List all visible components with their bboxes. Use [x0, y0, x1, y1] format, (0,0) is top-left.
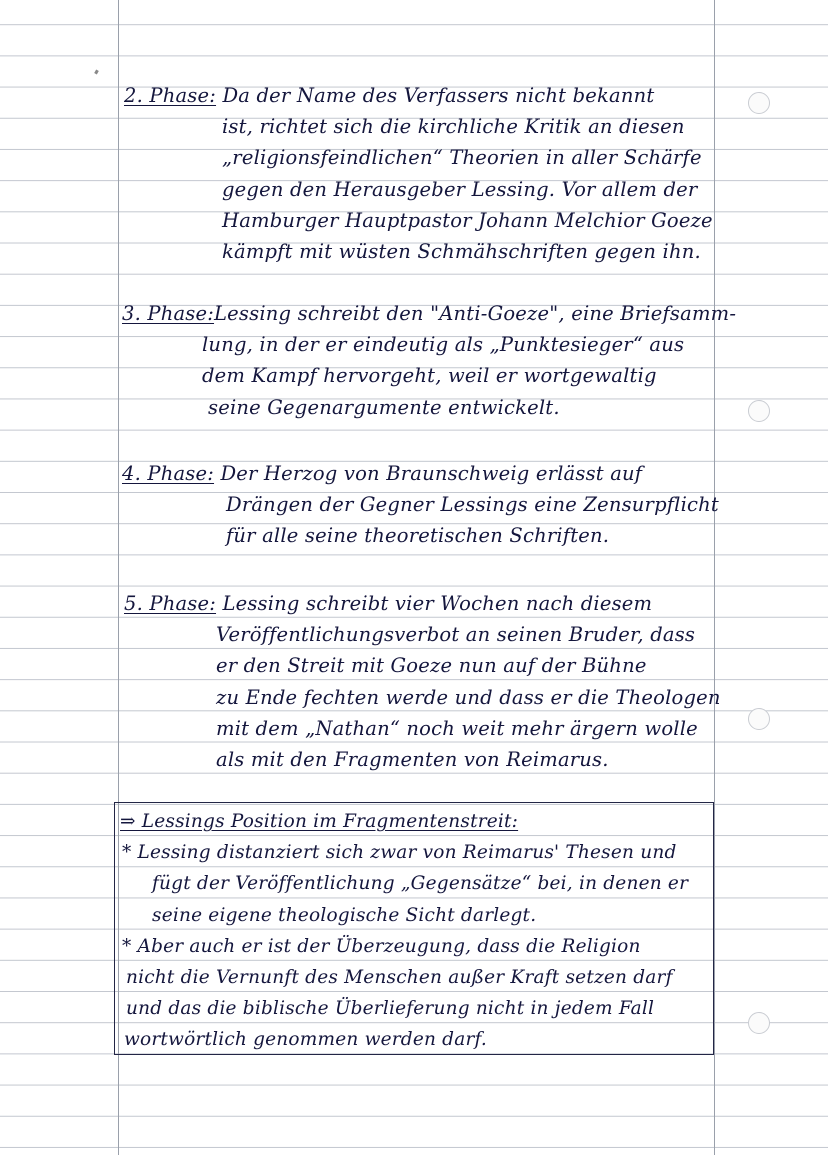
text-line: nicht die Vernunft des Menschen außer Kraft setzen darf: [126, 966, 673, 988]
text-line: für alle seine theoretischen Schriften.: [226, 524, 610, 548]
text-line: Lessing schreibt den "Anti-Goeze", eine Briefsamm-: [214, 302, 737, 325]
text-line: gegen den Herausgeber Lessing. Vor allem der: [222, 177, 698, 201]
phase-label: 4. Phase:: [122, 462, 215, 485]
text-line: fügt der Veröffentlichung „Gegensätze“ bei, in denen er: [152, 873, 689, 895]
text-line: er den Streit mit Goeze nun auf der Bühne: [216, 654, 647, 678]
phase-label: 2. Phase:: [124, 84, 217, 107]
text-line: Lessing schreibt vier Wochen nach diesem: [222, 592, 653, 615]
phase-label: 5. Phase:: [124, 592, 217, 615]
punch-hole: [748, 708, 770, 730]
text-line: dem Kampf hervorgeht, weil er wortgewaltig: [202, 364, 657, 388]
text-line: mit dem „Nathan“ noch weit mehr ärgern wolle: [216, 716, 698, 740]
text-line: zu Ende fechten werde und dass er die Theologen: [216, 685, 721, 709]
text-line: Da der Name des Verfassers nicht bekannt: [222, 84, 655, 107]
text-line: lung, in der er eindeutig als „Punktesieger“ aus: [202, 333, 685, 357]
text-line: ist, richtet sich die kirchliche Kritik an diesen: [222, 115, 685, 139]
text-line: seine Gegenargumente entwickelt.: [208, 395, 560, 419]
pen-mark: [94, 70, 99, 75]
text-line: und das die biblische Überlieferung nicht in jedem Fall: [126, 998, 655, 1020]
summary-section: [120, 806, 688, 1056]
text-line: kämpft mit wüsten Schmähschriften gegen ihn.: [222, 239, 701, 263]
phase-label: 3. Phase:: [122, 302, 215, 325]
text-line: seine eigene theologische Sicht darlegt.: [152, 904, 537, 926]
phase-5-section: [124, 588, 721, 775]
phase-2-section: [124, 80, 713, 267]
phase-3-section: [122, 298, 736, 423]
summary-title: ⇒ Lessings Position im Fragmentenstreit:: [120, 811, 519, 832]
text-line: * Aber auch er ist der Überzeugung, dass die Religion: [122, 935, 641, 957]
text-line: wortwörtlich genommen werden darf.: [124, 1029, 487, 1051]
text-line: * Lessing distanziert sich zwar von Reimarus' Thesen und: [122, 842, 677, 864]
punch-hole: [748, 92, 770, 114]
phase-4-section: [122, 458, 719, 552]
text-line: „religionsfeindlichen“ Theorien in aller Schärfe: [222, 146, 702, 170]
text-line: als mit den Fragmenten von Reimarus.: [216, 747, 609, 771]
text-line: Veröffentlichungsverbot an seinen Bruder, dass: [216, 623, 696, 647]
punch-hole: [748, 400, 770, 422]
text-line: Der Herzog von Braunschweig erlässt auf: [220, 462, 643, 485]
text-line: Hamburger Hauptpastor Johann Melchior Goeze: [222, 208, 713, 232]
punch-hole: [748, 1012, 770, 1034]
right-margin-line: [714, 0, 715, 1155]
text-line: Drängen der Gegner Lessings eine Zensurpflicht: [226, 493, 719, 517]
